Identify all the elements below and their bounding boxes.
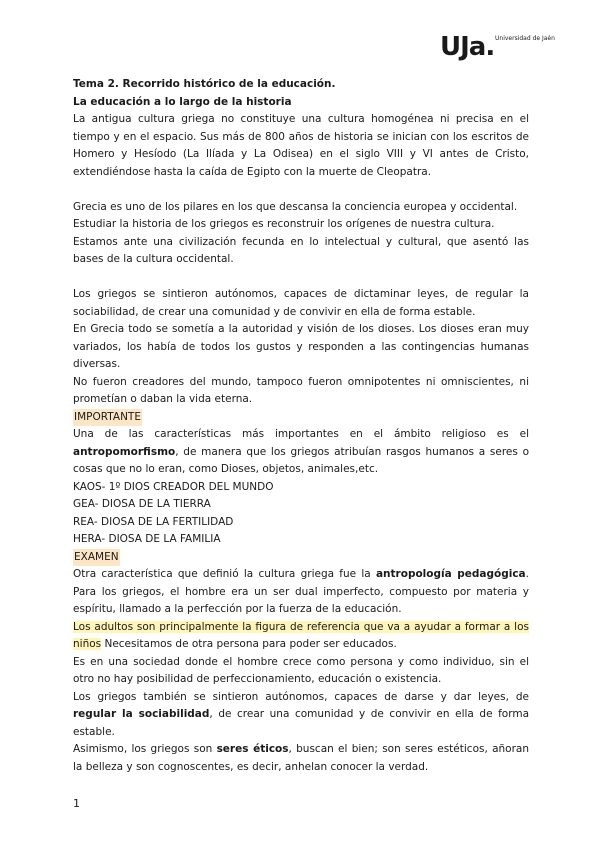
section-title: Tema 2. Recorrido histórico de la educación. <box>73 78 336 90</box>
paragraph-griegos-3: No fueron creadores del mundo, tampoco fueron omnipotentes ni omniscientes, ni prometían o daban la vida eterna. <box>73 375 529 405</box>
term-antropomorfismo: antropomorfismo <box>73 445 176 458</box>
section-subtitle: La educación a lo largo de la historia <box>73 95 292 108</box>
document-body <box>73 76 529 776</box>
tag-examen: EXAMEN <box>73 549 120 567</box>
gods-list-item: GEA- DIOSA DE LA TIERRA <box>73 498 211 510</box>
paragraph-grecia-2: Estudiar la historia de los griegos es reconstruir los orígenes de nuestra cultura. <box>73 218 495 230</box>
highlighted-text: Los adultos son principalmente la figura de referencia que va a ayudar a formar a los niños <box>73 620 529 650</box>
gods-list-item: KAOS- 1º DIOS CREADOR DEL MUNDO <box>73 480 274 493</box>
paragraph-antropomorfismo: Una de las características más importantes en el ámbito religioso es el antropomorfismo, de manera que los griegos atribuían rasgos humanos a seres o cosas que no lo eran, como Dioses, objetos, animales,etc. <box>73 428 529 475</box>
gods-list-item: REA- DIOSA DE LA FERTILIDAD <box>73 515 234 528</box>
paragraph-griegos-2: En Grecia todo se sometía a la autoridad y visión de los dioses. Los dioses eran muy variados, los había de todos los gustos y responden a las contingencias humanas diversas. <box>73 323 529 370</box>
paragraph-grecia-3: Estamos ante una civilización fecunda en lo intelectual y cultural, que asentó las bases de la cultura occidental. <box>73 235 529 265</box>
paragraph-antropologia: Otra característica que definió la cultura griega fue la antropología pedagógica. Para los griegos, el hombre era un ser dual imperfecto, compuesto por materia y espíritu, llamado a la perfección por la fuerza de la educación. <box>73 568 529 615</box>
paragraph-intro: La antigua cultura griega no constituye una cultura homogénea ni precisa en el tiempo y en el espacio. Sus más de 800 años de historia se inician con los escritos de Homero y Hesíodo (La Ilíada y La Odisea) en el siglo VIII y VI antes de Cristo, extendiéndose hasta la caída de Egipto con la muerte de Cleopatra. <box>73 113 529 178</box>
paragraph-sociedad: Es en una sociedad donde el hombre crece como persona y como individuo, sin el otro no hay posibilidad de perfeccionamiento, educación o existencia. <box>73 655 529 685</box>
logo-mark: UJa. <box>440 32 495 62</box>
university-logo <box>440 30 560 64</box>
page-number: 1 <box>73 797 80 810</box>
term-regular-sociabilidad: regular la sociabilidad <box>73 708 210 720</box>
tag-importante: IMPORTANTE <box>73 409 142 427</box>
logo-text: Universidad de Jaén <box>495 35 555 42</box>
term-antropologia-pedagogica: antropología pedagógica <box>375 568 526 580</box>
paragraph-eticos: Asimismo, los griegos son seres éticos, buscan el bien; son seres estéticos, añoran la belleza y son cognoscentes, es decir, anhelan conocer la verdad. <box>73 743 529 773</box>
paragraph-adultos: Los adultos son principalmente la figura de referencia que va a ayudar a formar a los niños Necesitamos de otra persona para poder ser educados. <box>73 620 529 650</box>
paragraph-griegos-1: Los griegos se sintieron autónomos, capaces de dictaminar leyes, de regular la sociabilidad, de crear una comunidad y de convivir en ella de forma estable. <box>73 288 529 318</box>
paragraph-autonomos: Los griegos también se sintieron autónomos, capaces de darse y dar leyes, de regular la sociabilidad, de crear una comunidad y de convivir en ella de forma estable. <box>73 690 530 738</box>
term-seres-eticos: seres éticos <box>216 743 289 755</box>
gods-list-item: HERA- DIOSA DE LA FAMILIA <box>73 533 221 545</box>
paragraph-grecia-1: Grecia es uno de los pilares en los que descansa la conciencia europea y occidental. <box>73 200 518 213</box>
